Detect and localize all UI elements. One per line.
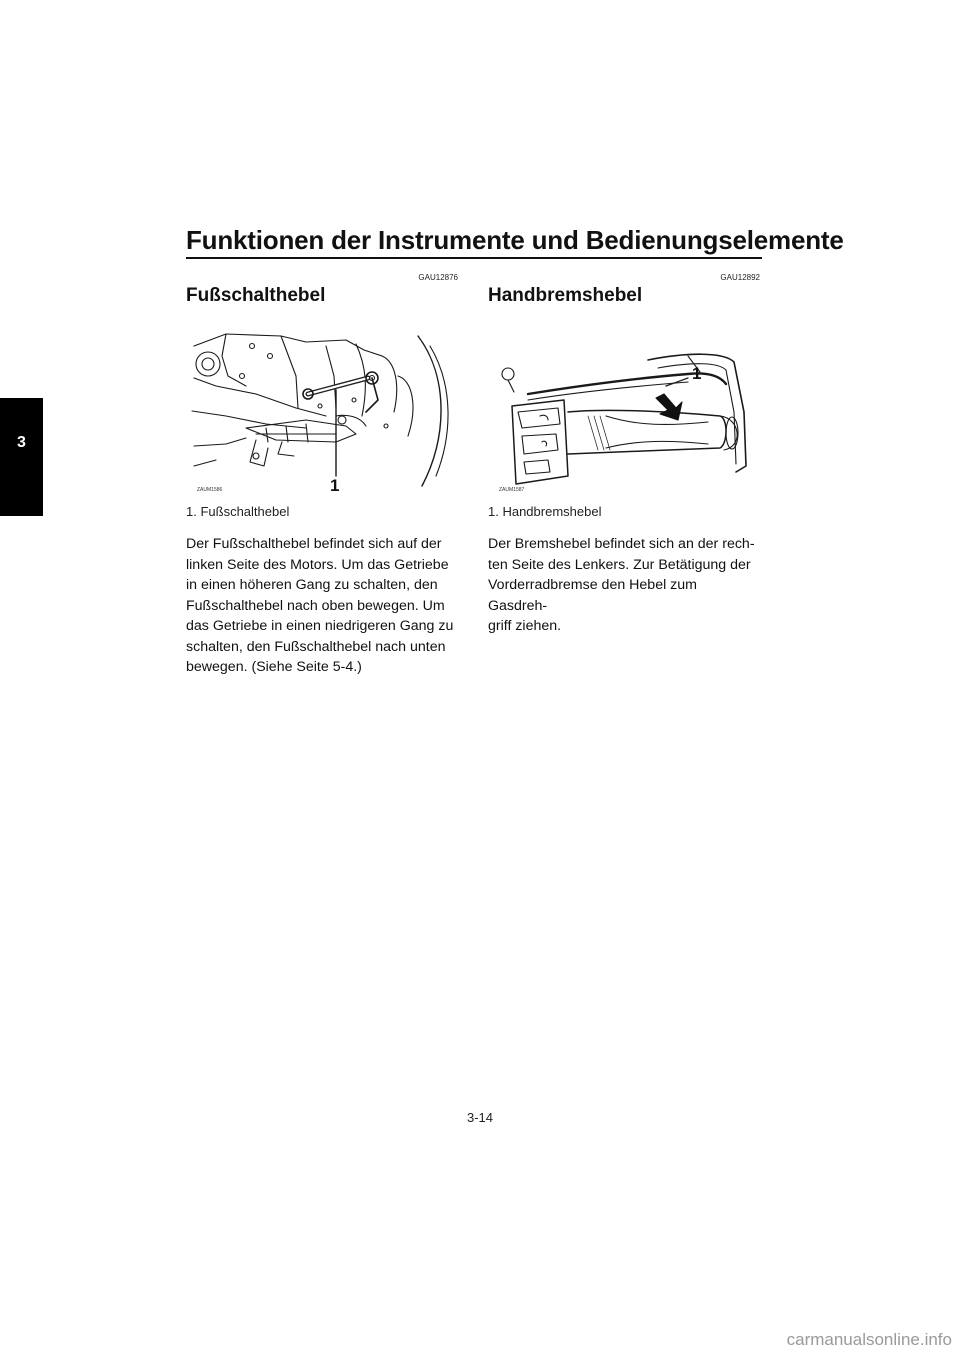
section-hand-brake-lever [488,272,760,651]
figure-caption: 1. Handbremshebel [488,504,602,519]
figure-id: ZAUM1587 [499,487,525,493]
watermark: carmanualsonline.info [786,1330,952,1349]
shift-pedal-illustration [186,316,458,496]
chapter-tab-number: 3 [17,434,26,451]
body-text: Der Bremshebel befindet sich an der rech- ten Seite des Lenkers. Zur Betätigung der Vorderradbremse den Hebel zum Gasdreh- griff ziehen. [488,536,755,634]
section-title: Handbremshebel [488,285,643,306]
section-code: GAU12892 [720,273,760,282]
figure-id: ZAUM1586 [197,487,223,493]
brake-lever-illustration [488,316,760,496]
title-rule [186,257,762,259]
section-shift-pedal [186,272,458,692]
section-title: Fußschalthebel [186,285,326,306]
chapter-tab [0,398,43,516]
callout-number: 1 [330,476,340,495]
section-code: GAU12876 [418,273,458,282]
body-text: Der Fußschalthebel befindet sich auf der linken Seite des Motors. Um das Getriebe in einen höheren Gang zu schalten, den Fußschalthebel nach oben bewegen. Um das Getriebe in einen niedrigeren Gang zu schalten, den Fußschalthebel nach unten bewegen. (Siehe Seite 5-4.) [186,536,454,675]
callout-number: 1 [692,364,702,383]
page-title: Funktionen der Instrumente und Bedienungselemente [186,225,844,255]
figure-caption: 1. Fußschalthebel [186,504,290,519]
page-number: 3-14 [466,1110,494,1125]
